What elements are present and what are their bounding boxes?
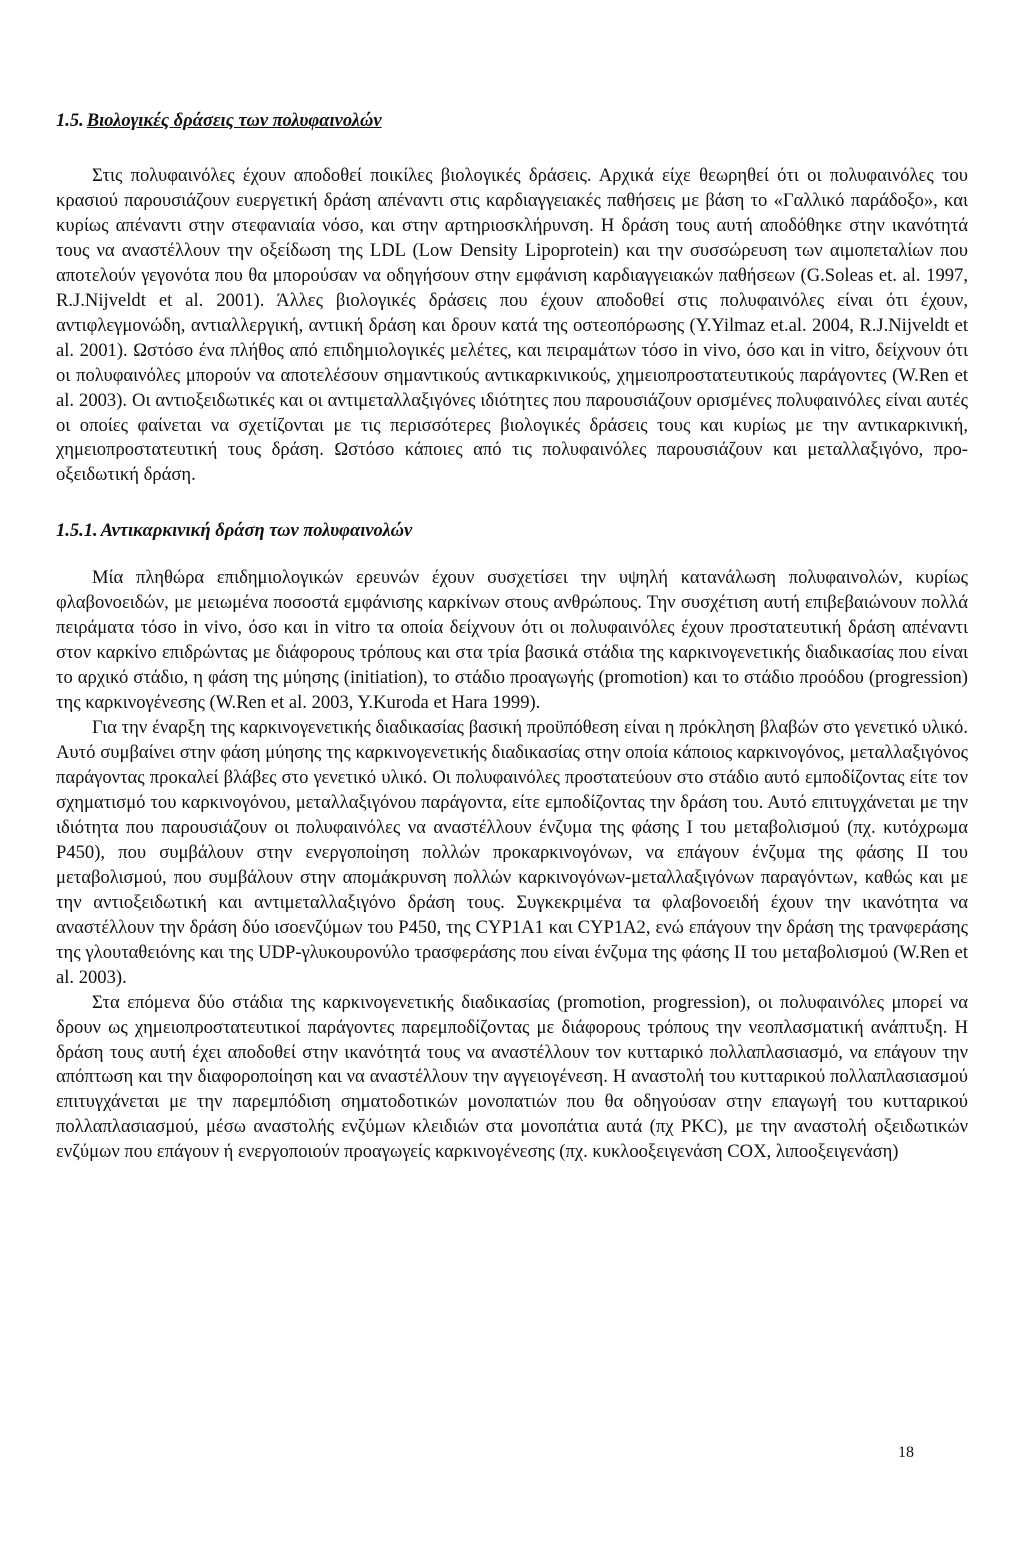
subsection-paragraph-3: Στα επόμενα δύο στάδια της καρκινογενετικής διαδικασίας (promotion, progression), οι πολυφαινόλες μπορεί να δρουν ως χημειοπροστατευτικοί παράγοντες παρεμποδίζοντας με διάφορους τρόπους την νεοπλασματική ανάπτυξη. Η δράση τους αυτή έχει αποδοθεί στην ικανότητά τους να αναστέλλουν τον κυτταρικό πολλαπλασιασμό, να επάγουν την απόπτωση και την διαφοροποίηση και να αναστέλλουν την αγγειογένεση. Η αναστολή του κυτταρικού πολλαπλασιασμού επιτυγχάνεται με την παρεμπόδιση σηματοδοτικών μονοπατιών που θα οδηγούσαν στην επαγωγή του κυτταρικού πολλαπλασιασμού, μέσω αναστολής ενζύμων κλειδιών στα μονοπάτια αυτά (πχ PKC), με την αναστολή οξειδωτικών ενζύμων που επάγουν ή ενεργοποιούν προαγωγείς καρκινογένεσης (πχ. κυκλοοξειγενάση COX, λιποοξειγενάση) (56, 991, 968, 1163)
section-heading (56, 108, 968, 134)
subsection-paragraph-2: Για την έναρξη της καρκινογενετικής διαδικασίας βασική προϋπόθεση είναι η πρόκληση βλαβών στο γενετικό υλικό. Αυτό συμβαίνει στην φάση μύησης της καρκινογενετικής διαδικασίας στην οποία κάποιος καρκινογόνος, μεταλλαξιγόνος παράγοντας προκαλεί βλάβες στο γενετικό υλικό. Οι πολυφαινόλες προστατεύουν στο στάδιο αυτό εμποδίζοντας είτε τον σχηματισμό του καρκινογόνου, μεταλλαξιγόνου παράγοντα, είτε εμποδίζοντας την δράση του. Αυτό επιτυγχάνεται με την ιδιότητα που παρουσιάζουν οι πολυφαινόλες να αναστέλλουν ένζυμα της φάσης I του μεταβολισμού (πχ. κυτόχρωμα P450), που συμβάλουν στην ενεργοποίηση πολλών προκαρκινογόνων, να επάγουν ένζυμα της φάσης II του μεταβολισμού, που συμβάλουν στην απομάκρυνση πολλών καρκινογόνων-μεταλλαξιγόνων παραγόντων, καθώς και με την αντιοξειδωτική και αντιμεταλλαξιγόνο δράση τους. Συγκεκριμένα τα φλαβονοειδή έχουν την ικανότητα να αναστέλλουν την δράση δύο ισοενζύμων του P450, της CYP1A1 και CYP1A2, ενώ επάγουν την δράση της τρανφεράσης της γλουταθειόνης και της UDP-γλυκουρονύλο τρασφεράσης που είναι ένζυμα της φάσης II του μεταβολισμού (W.Ren et al. 2003). (56, 717, 968, 988)
subsection-heading (56, 518, 968, 544)
section-number: 1.5. (56, 111, 84, 131)
page-number: 18 (898, 1444, 914, 1461)
section-title: Βιολογικές δράσεις των πολυφαινολών (86, 111, 382, 131)
subsection-number: 1.5.1. (56, 521, 98, 542)
subsection-title: Αντικαρκινική δράση των πολυφαινολών (100, 521, 413, 542)
subsection-paragraph-1: Μία πληθώρα επιδημιολογικών ερευνών έχουν συσχετίσει την υψηλή κατανάλωση πολυφαινολών, κυρίως φλαβονοειδών, με μειωμένα ποσοστά εμφάνισης καρκίνων στους ανθρώπους. Την συσχέτιση αυτή επιβεβαιώνουν πολλά πειράματα τόσο in vivo, όσο και in vitro τα οποία δείχνουν ότι οι πολυφαινόλες έχουν προστατευτική δράση απέναντι στον καρκίνο επιδρώντας με διάφορους τρόπους και στα τρία βασικά στάδια της καρκινογενετικής διαδικασίας που είναι το αρχικό στάδιο, η φάση της μύησης (initiation), το στάδιο προαγωγής (promotion) και το στάδιο προόδου (progression) της καρκινογένεσης (W.Ren et al. 2003, Y.Kuroda et Hara 1999). (56, 567, 968, 714)
section-paragraph: Στις πολυφαινόλες έχουν αποδοθεί ποικίλες βιολογικές δράσεις. Αρχικά είχε θεωρηθεί ότι οι πολυφαινόλες του κρασιού παρουσιάζουν ευεργετική δράση απέναντι στις καρδιαγγειακές παθήσεις με βάση το «Γαλλικό παράδοξο», και κυρίως απέναντι στην στεφανιαία νόσο, και στην αρτηριοσκλήρυνση. Η δράση τους αυτή αποδόθηκε στην ικανότητά τους να αναστέλλουν την οξείδωση της LDL (Low Density Lipoprotein) και την συσσώρευση των αιμοπεταλίων που αποτελούν γεγονότα που θα μπορούσαν να οδηγήσουν στην εμφάνιση καρδιαγγειακών παθήσεων (G.Soleas et. al. 1997, R.J.Nijveldt et al. 2001). Άλλες βιολογικές δράσεις που έχουν αποδοθεί στις πολυφαινόλες είναι ότι έχουν, αντιφλεγμονώδη, αντιαλλεργική, αντιική δράση και δρουν κατά της οστεοπόρωσης (Y.Yilmaz et.al. 2004, R.J.Nijveldt et al. 2001). Ωστόσο ένα πλήθος από επιδημιολογικές μελέτες, και πειραμάτων τόσο in vivo, όσο και in vitro, δείχνουν ότι οι πολυφαινόλες μπορούν να αποτελέσουν σημαντικούς αντικαρκινικούς, χημειοπροστατευτικούς παράγοντες (W.Ren et al. 2003). Οι αντιοξειδωτικές και οι αντιμεταλλαξιγόνες ιδιότητες που παρουσιάζουν ορισμένες πολυφαινόλες είναι αυτές οι οποίες φαίνεται να σχετίζονται με τις περισσότερες βιολογικές δράσεις τους και κυρίως με την αντικαρκινική, χημειοπροστατευτική τους δράση. Ωστόσο κάποιες από τις πολυφαινόλες παρουσιάζουν και μεταλλαξιγόνο, προ-οξειδωτική δράση. (56, 165, 968, 486)
document-page (56, 108, 968, 1165)
